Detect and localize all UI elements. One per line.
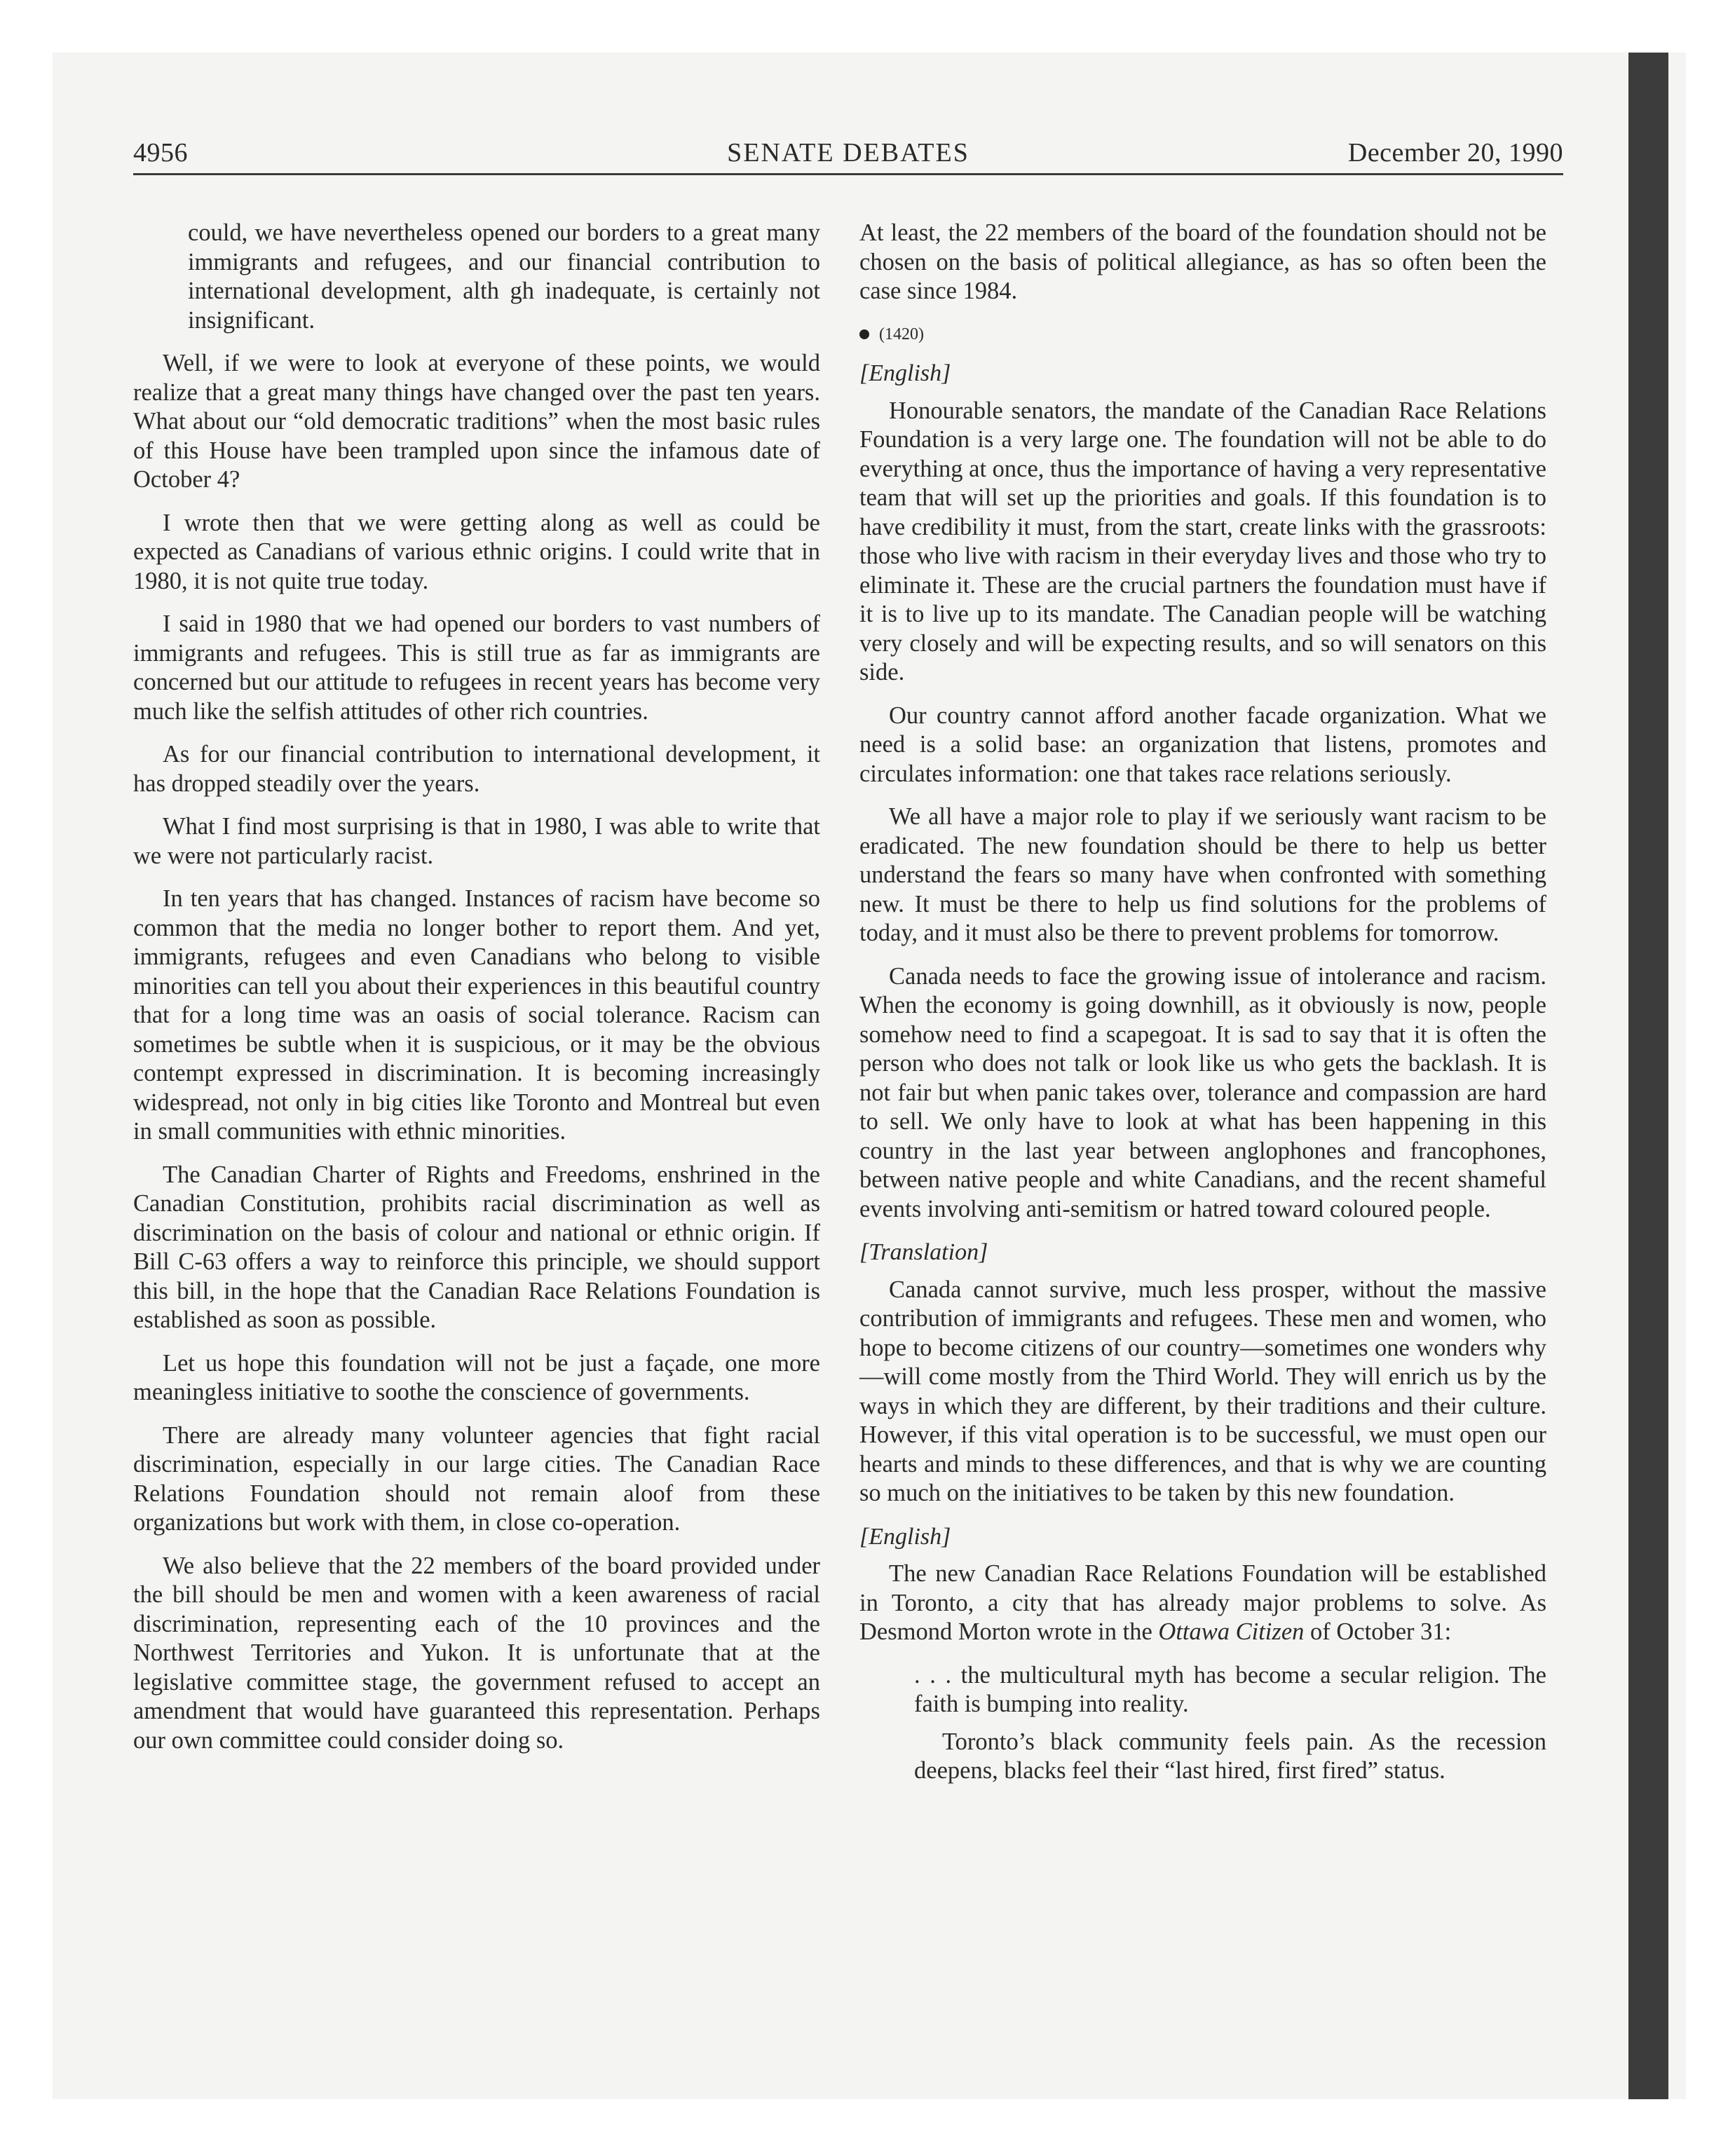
language-marker: [Translation] [859,1239,988,1265]
paragraph: Our country cannot afford another facade organization. What we need is a solid base: an organization that listens, promotes and circulates information: one that takes race relations seriously. [859,702,1546,787]
paragraph: There are already many volunteer agencies that fight racial discrimination, especially in our large cities. The Canadian Race Relations Foundation should not remain aloof from these organizations but work with them, in close co-operation. [133,1421,820,1536]
publication-name: Ottawa Citizen [1158,1618,1305,1645]
paragraph: Well, if we were to look at everyone of these points, we would realize that a great many things have changed over the past ten years. What about our “old democratic traditions” when the most basic rules of this House have been trampled upon since the infamous date of October 4? [133,350,820,493]
paragraph: The Canadian Charter of Rights and Freedoms, enshrined in the Canadian Constitution, prohibits racial discrimination as well as discrimination on the basis of colour and national or ethnic origin. If Bill C-63 offers a way to reinforce this principle, we should support this bill, in the hope that the Canadian Race Relations Foundation is established as soon as possible. [133,1161,820,1333]
bullet-dot-icon [859,329,869,339]
paragraph: Canada needs to face the growing issue of intolerance and racism. When the economy is going downhill, as it obviously is now, people somehow need to find a scapegoat. It is sad to say that it is often the person who does not talk or look like us who gets the backlash. It is not fair but when panic takes over, tolerance and compassion are hard to sell. We only have to look at what has been happening in this country in the last year between anglophones and francophones, between native people and white Canadians, and the recent shameful events involving anti-semitism or hatred toward coloured people. [859,962,1546,1222]
paragraph: In ten years that has changed. Instances of racism have become so common that the media no longer bother to report them. And yet, immigrants, refugees and even Canadians who belong to visible minorities can tell you about their experiences in this beautiful country that for a long time was an oasis of social tolerance. Racism can sometimes be subtle when it is suspicious, or it may be the obvious contempt expressed in discrimination. It is becoming increasingly widespread, not only in big cities like Toronto and Montreal but even in small communities with ethnic minorities. [133,885,820,1145]
paragraph [859,1560,1546,1647]
paragraph: We all have a major role to play if we seriously want racism to be eradicated. The new foundation should be there to help us better understand the fears so many have when confronted with something new. It must be there to help us find solutions for the problems of today, and it must also be there to prevent problems for tomorrow. [859,803,1546,946]
publication-date: December 20, 1990 [1347,138,1563,168]
block-quote: Toronto’s black community feels pain. As the recession deepens, blacks feel their “last hired, first fired” status. [914,1728,1546,1784]
left-column [133,219,820,1769]
paragraph-text: of October 31: [1304,1618,1452,1645]
paragraph: Honourable senators, the mandate of the Canadian Race Relations Foundation is a very large one. The foundation will not be able to do everything at once, thus the importance of having a very representative team that will set up the priorities and goals. If this foundation is to have credibility it must, from the start, create links with the grassroots: those who live with racism in their everyday lives and those who try to eliminate it. These are the crucial partners the foundation must have if it is to live up to its mandate. The Canadian people will be watching very closely and will be expecting results, and so will senators on this side. [859,397,1546,685]
paragraph-text: The new Canadian Race Relations Foundation will be established in Toronto, a city that has already major problems to solve. As Desmond Morton wrote in the [859,1560,1546,1645]
paragraph: Let us hope this foundation will not be just a façade, one more meaningless initiative to soothe the conscience of governments. [133,1349,820,1405]
page-header [133,137,1563,172]
right-column [859,219,1546,1800]
timestamp [859,320,1546,350]
block-quote: . . . the multicultural myth has become a secular religion. The faith is bumping into reality. [914,1661,1546,1717]
paragraph: At least, the 22 members of the board of the foundation should not be chosen on the basis of political allegiance, as has so often been the case since 1984. [859,219,1546,304]
page-number: 4956 [133,138,188,168]
paragraph: As for our financial contribution to international development, it has dropped steadily over the years. [133,741,820,797]
paragraph: Canada cannot survive, much less prosper, without the massive contribution of immigrants and refugees. These men and women, who hope to become citizens of our country—sometimes one wonders why—will come mostly from the Third World. They will enrich us by the ways in which they are different, by their traditions and their culture. However, if this vital operation is to be successful, we must open our hearts and minds to these differences, and that is why we are counting so much on the initiatives to be taken by this new foundation. [859,1276,1546,1506]
paragraph: I wrote then that we were getting along as well as could be expected as Canadians of various ethnic origins. I could write that in 1980, it is not quite true today. [133,509,820,594]
scan-edge-bar [1628,53,1668,2099]
language-marker: [English] [859,1523,951,1550]
publication-title: SENATE DEBATES [727,138,969,168]
timestamp-text: (1420) [879,325,924,343]
paragraph: I said in 1980 that we had opened our borders to vast numbers of immigrants and refugees. This is still true as far as immigrants are concerned but our attitude to refugees in recent years has become very much like the selfish attitudes of other rich countries. [133,610,820,725]
language-marker: [English] [859,360,951,386]
paragraph: could, we have nevertheless opened our borders to a great many immigrants and refugees, and our financial contribution to international development, alth gh inadequate, is certainly not insignificant. [188,219,820,334]
paragraph: What I find most surprising is that in 1980, I was able to write that we were not particularly racist. [133,813,820,869]
header-rule [133,173,1563,175]
paragraph: We also believe that the 22 members of the board provided under the bill should be men and women with a keen awareness of racial discrimination, representing each of the 10 provinces and the Northwest Territories and Yukon. It is unfortunate that at the legislative committee stage, the government refused to accept an amendment that would have guaranteed this representation. Perhaps our own committee could consider doing so. [133,1552,820,1754]
